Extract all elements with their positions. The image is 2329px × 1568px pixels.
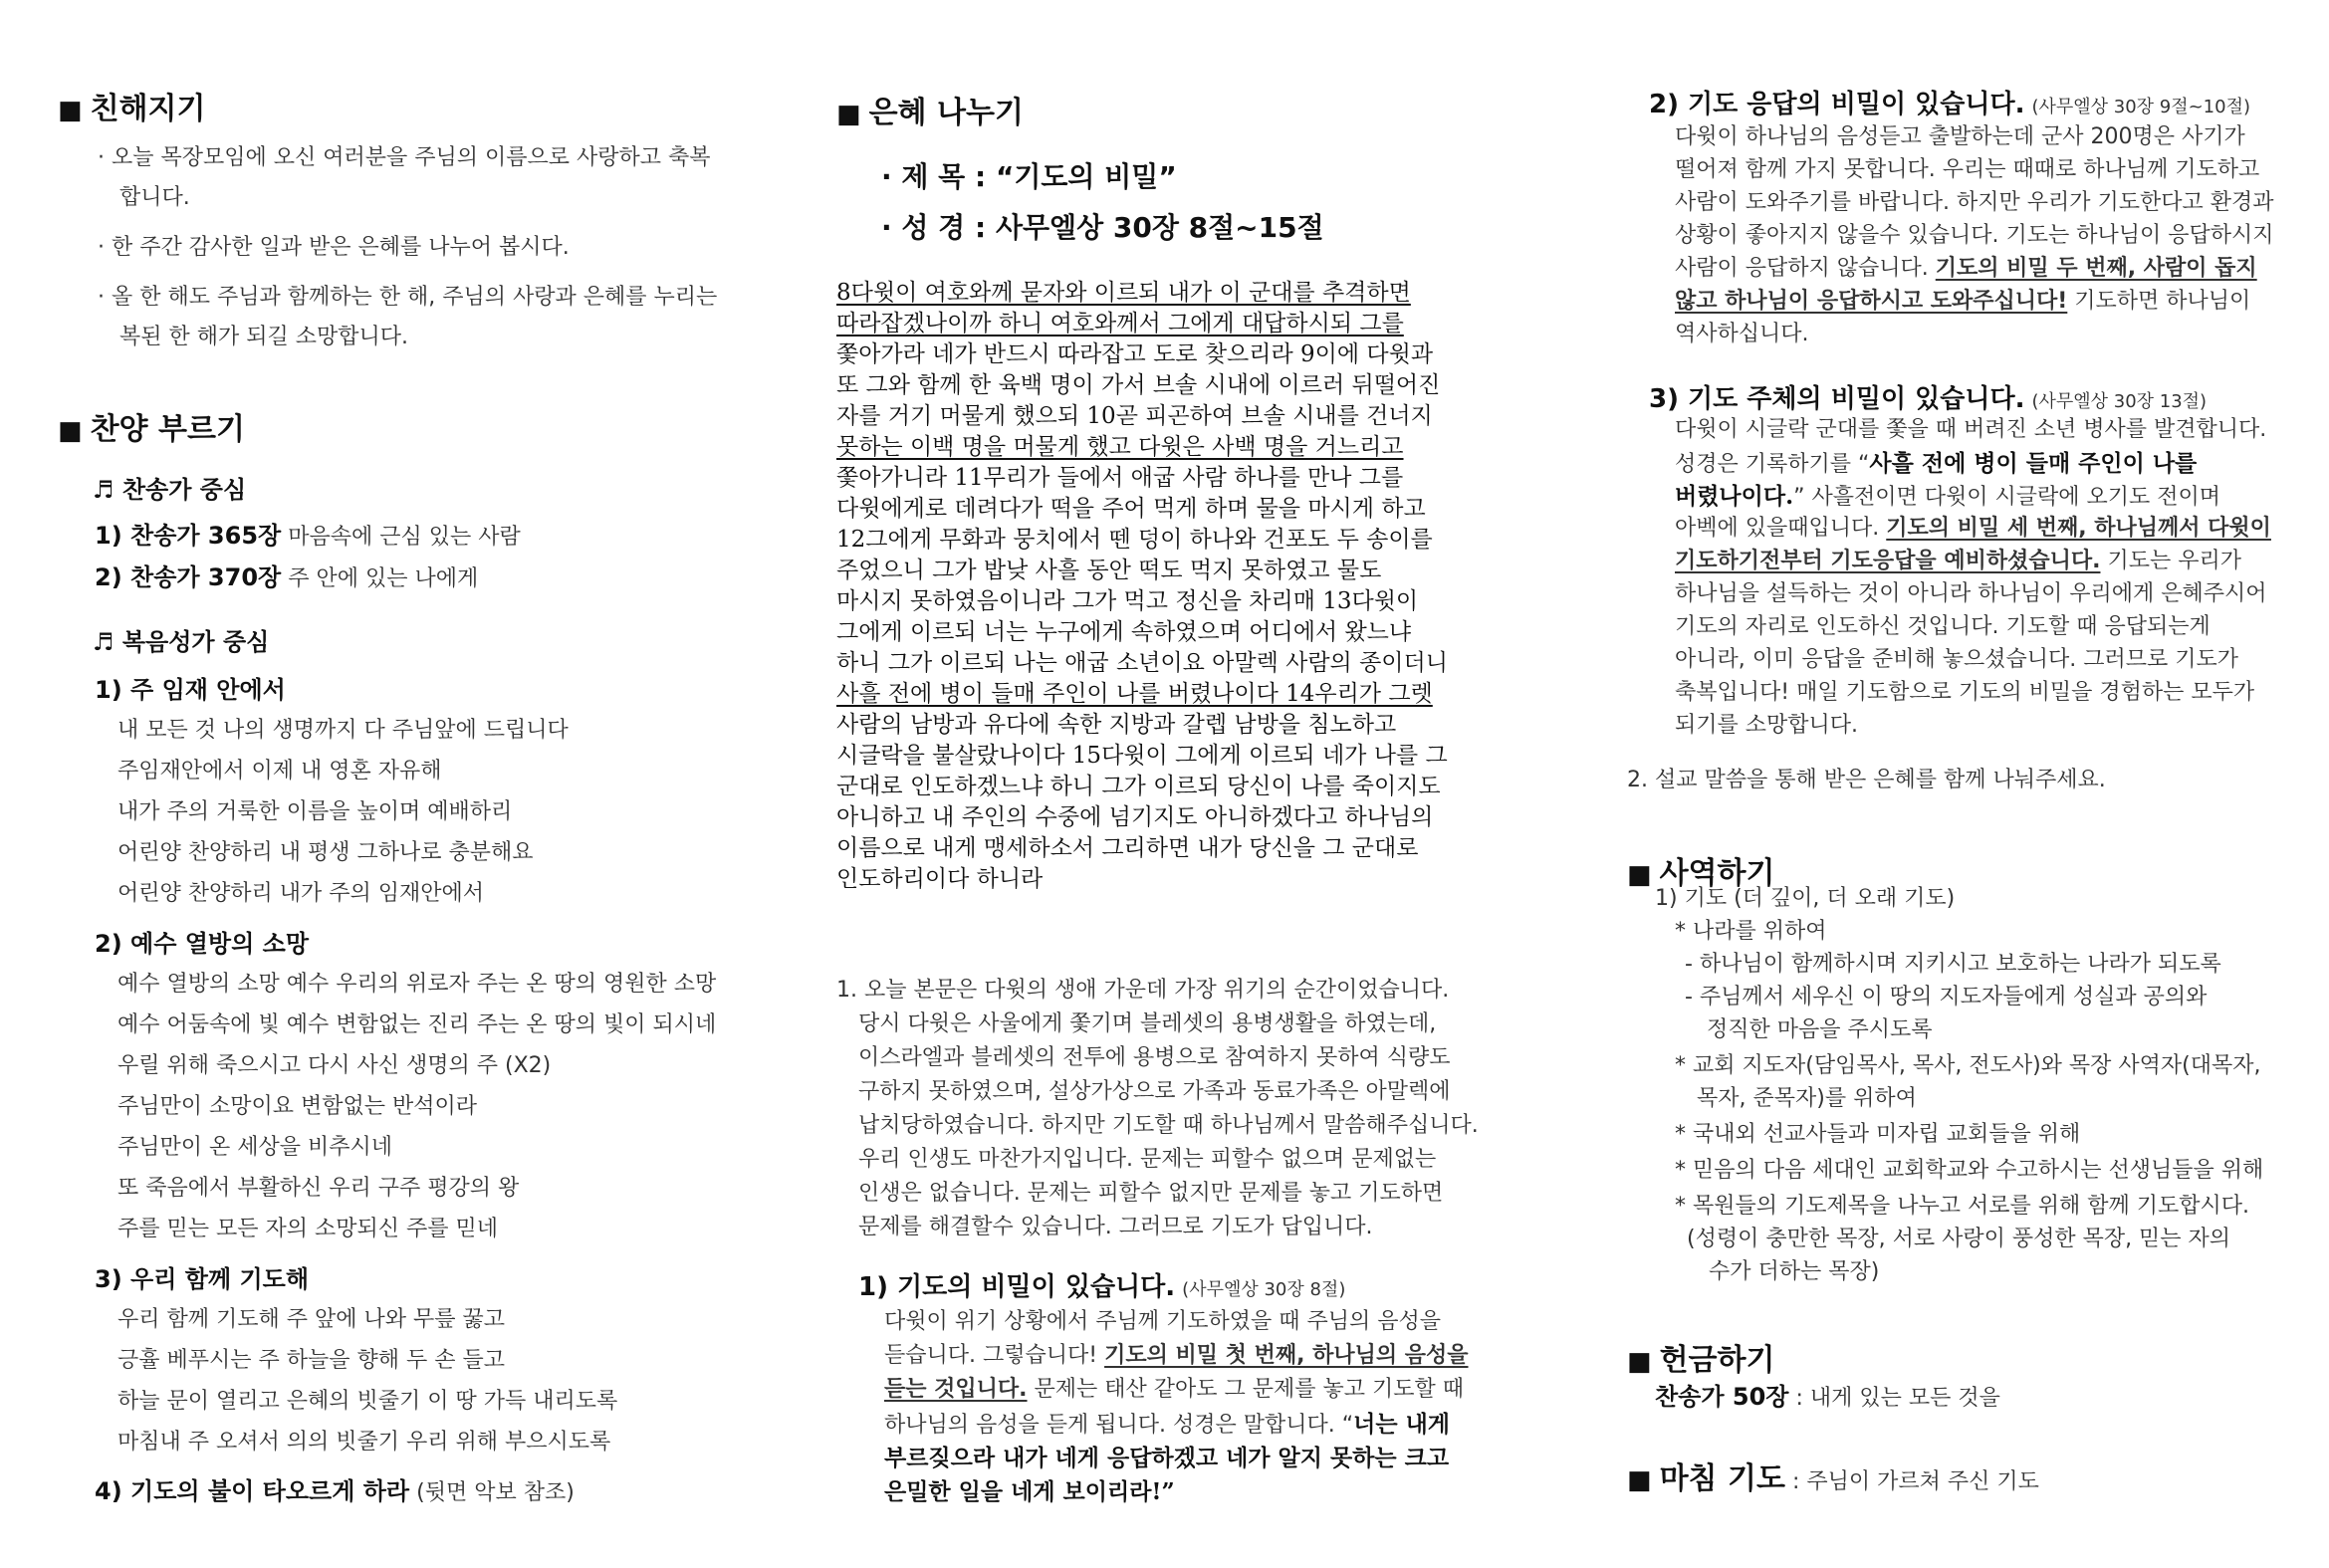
scripture-line: 그에게 이르되 너는 누구에게 속하였으며 어디에서 왔느냐 — [836, 619, 1412, 645]
scripture-line: 따라잡겠나이까 하니 여호와께서 그에게 대답하시되 그를 — [836, 311, 1404, 336]
prayer-item: (성령이 충만한 목장, 서로 사랑이 풍성한 목장, 믿는 자의 — [1687, 1227, 2231, 1251]
square-bullet-icon: ■ — [58, 96, 83, 125]
point-3-line: 버렸나이다.” 사흘전이면 다윗이 시글락에 오기도 전이며 — [1675, 483, 2221, 510]
hymn-group-heading: ♬ 찬송가 중심 — [93, 476, 247, 504]
square-bullet-icon: ■ — [836, 100, 861, 129]
scripture-line: 주었으니 그가 밥낮 사흘 동안 떡도 먹지 못하였고 물도 — [836, 558, 1382, 583]
intro-line: 인생은 없습니다. 문제는 피할수 없지만 문제를 놓고 기도하면 — [858, 1181, 1444, 1206]
song-4-title: 4) 기도의 불이 타오르게 하라 (뒷면 악보 참조) — [95, 1477, 575, 1505]
point-1-quote: 은밀한 일을 네게 보이리라!” — [884, 1478, 1175, 1505]
point-3-line: 되기를 소망합니다. — [1675, 713, 1859, 738]
prayer-item: * 교회 지도자(담임목사, 목사, 전도사)와 목장 사역자(대목자, — [1675, 1053, 2261, 1078]
scripture-line: 못하는 이백 명을 머물게 했고 다윗은 사백 명을 거느리고 — [836, 434, 1404, 460]
song-1-line: 주임재안에서 이제 내 영혼 자유해 — [117, 759, 442, 784]
point-1-quote: 부르짖으라 내가 네게 응답하겠고 네가 알지 못하는 크고 — [884, 1445, 1450, 1471]
fellowship-line-1b: 합니다. — [119, 185, 190, 210]
song-1-line: 내가 주의 거룩한 이름을 높이며 예배하리 — [117, 799, 513, 824]
sharing-question: 2. 설교 말씀을 통해 받은 은혜를 함께 나눠주세요. — [1627, 768, 2106, 792]
song-1-line: 어린양 찬양하리 내 평생 그하나로 충분해요 — [117, 840, 534, 865]
gospel-group-heading: ♬ 복음성가 중심 — [93, 628, 270, 656]
scripture-line: 아니하고 내 주인의 수중에 넘기지도 아니하겠다고 하나님의 — [836, 804, 1434, 830]
point-2-line: 떨어져 함께 가지 못합니다. 우리는 때때로 하나님께 기도하고 — [1675, 157, 2260, 182]
point-3-line: 성경은 기록하기를 “사흘 전에 병이 들매 주인이 나를 — [1675, 450, 2198, 477]
intro-line: 이스라엘과 블레셋의 전투에 용병으로 참여하지 못하여 식량도 — [858, 1045, 1451, 1070]
song-2-line: 우릴 위해 죽으시고 다시 사신 생명의 주 (X2) — [117, 1053, 552, 1078]
point-3-line: 축복입니다! 매일 기도함으로 기도의 비밀을 경험하는 모두가 — [1675, 680, 2255, 705]
fellowship-line-1: · 오늘 목장모임에 오신 여러분을 주님의 이름으로 사랑하고 축복 — [98, 145, 711, 170]
intro-line: 1. 오늘 본문은 다윗의 생애 가운데 가장 위기의 순간이었습니다. — [836, 978, 1450, 1003]
prayer-item: * 믿음의 다음 세대인 교회학교와 수고하시는 선생님들을 위해 — [1675, 1158, 2264, 1183]
sermon-topic: · 제 목 : “기도의 비밀” — [881, 160, 1177, 193]
section-title-offering: ■ 헌금하기 — [1627, 1343, 1775, 1378]
hymn-2: 2) 찬송가 370장 주 안에 있는 나에게 — [95, 563, 479, 591]
intro-line: 문제를 해결할수 있습니다. 그러므로 기도가 답입니다. — [858, 1215, 1373, 1239]
scripture-line: 이름으로 내게 맹세하소서 그리하면 내가 당신을 그 군대로 — [836, 835, 1419, 861]
prayer-item: 목자, 준목자)를 위하여 — [1697, 1086, 1917, 1111]
square-bullet-icon: ■ — [58, 416, 83, 446]
section-title-grace-sharing: ■ 은혜 나누기 — [836, 96, 1024, 130]
song-2-line: 또 죽음에서 부활하신 우리 구주 평강의 왕 — [117, 1176, 520, 1201]
song-3-line: 마침내 주 오셔서 의의 빗줄기 우리 위해 부으시도록 — [117, 1430, 611, 1455]
point-3-line: 기도의 자리로 인도하신 것입니다. 기도할 때 응답되는게 — [1675, 614, 2211, 639]
song-2-line: 주님만이 소망이요 변함없는 반석이라 — [117, 1094, 478, 1119]
section-title-closing-prayer: ■ 마침 기도 : 주님이 가르쳐 주신 기도 — [1627, 1461, 2039, 1496]
square-bullet-icon: ■ — [1627, 860, 1652, 890]
square-bullet-icon: ■ — [1627, 1347, 1652, 1377]
song-3-line: 하늘 문이 열리고 은혜의 빗줄기 이 땅 가득 내리도록 — [117, 1389, 618, 1414]
song-1-line: 어린양 찬양하리 내가 주의 임재안에서 — [117, 881, 485, 906]
scripture-line: 8다윗이 여호와께 묻자와 이르되 내가 이 군대를 추격하면 — [836, 280, 1411, 306]
square-bullet-icon: ■ — [1627, 1465, 1652, 1495]
song-3-title: 3) 우리 함께 기도해 — [95, 1265, 310, 1293]
intro-line: 납치당하였습니다. 하지만 기도할 때 하나님께서 말씀해주십니다. — [858, 1113, 1479, 1138]
point-2-line: 상황이 좋아지지 않을수 있습니다. 기도는 하나님이 응답하시지 — [1675, 223, 2274, 248]
intro-line: 우리 인생도 마찬가지입니다. 문제는 피할수 없으며 문제없는 — [858, 1147, 1437, 1172]
prayer-item: 수가 더하는 목장) — [1709, 1259, 1880, 1284]
song-2-line: 주를 믿는 모든 자의 소망되신 주를 믿네 — [117, 1217, 498, 1241]
point-2-line: 역사하십니다. — [1675, 322, 1809, 346]
scripture-line: 다윗에게로 데려다가 떡을 주어 먹게 하며 물을 마시게 하고 — [836, 496, 1426, 522]
scripture-line: 쫓아가니라 11무리가 들에서 애굽 사람 하나를 만나 그를 — [836, 465, 1404, 491]
intro-line: 구하지 못하였으며, 설상가상으로 가족과 동료가족은 아말렉에 — [858, 1079, 1451, 1104]
scripture-line: 군대로 인도하겠느냐 하니 그가 이르되 당신이 나를 죽이지도 — [836, 774, 1441, 799]
ministry-subheading: 1) 기도 (더 깊이, 더 오래 기도) — [1655, 886, 1956, 911]
prayer-item: * 목원들의 기도제목을 나누고 서로를 위해 함께 기도합시다. — [1675, 1194, 2249, 1219]
offering-hymn: 찬송가 50장 : 내게 있는 모든 것을 — [1655, 1383, 2000, 1411]
point-3-line: 아벡에 있을때입니다. 기도의 비밀 세 번째, 하나님께서 다윗이 — [1675, 516, 2271, 541]
prayer-item: - 주님께서 세우신 이 땅의 지도자들에게 성실과 공의와 — [1685, 985, 2208, 1009]
scripture-line: 인도하리이다 하니라 — [836, 866, 1044, 892]
prayer-item: - 하나님이 함께하시며 지키시고 보호하는 나라가 되도록 — [1685, 952, 2221, 977]
point-3-line: 다윗이 시글락 군대를 쫓을 때 버려진 소년 병사를 발견합니다. — [1675, 417, 2267, 442]
prayer-item: * 국내외 선교사들과 미자립 교회들을 위해 — [1675, 1122, 2081, 1147]
point-1-line: 하나님의 음성을 듣게 됩니다. 성경은 말합니다. “너는 내게 — [884, 1411, 1451, 1438]
scripture-line: 자를 거기 머물게 했으되 10곧 피곤하여 브솔 시내를 건너지 — [836, 403, 1433, 429]
point-3-line: 하나님을 설득하는 것이 아니라 하나님이 우리에게 은혜주시어 — [1675, 581, 2267, 606]
section-title-ministry: ■ 사역하기 — [1627, 856, 1775, 891]
point-1-line: 듣습니다. 그렇습니다! 기도의 비밀 첫 번째, 하나님의 음성을 — [884, 1343, 1469, 1368]
point-2-line: 다윗이 하나님의 음성듣고 출발하는데 군사 200명은 사기가 — [1675, 124, 2245, 149]
scripture-line: 또 그와 함께 한 육백 명이 가서 브솔 시내에 이르러 뒤떨어진 — [836, 372, 1441, 398]
point-2-line: 않고 하나님이 응답하시고 도와주십니다! 기도하면 하나님이 — [1675, 289, 2251, 314]
point-1-title: 1) 기도의 비밀이 있습니다. (사무엘상 30장 8절) — [858, 1272, 1346, 1302]
song-2-line: 주님만이 온 세상을 비추시네 — [117, 1135, 393, 1160]
fellowship-line-3: · 올 한 해도 주님과 함께하는 한 해, 주님의 사랑과 은혜를 누리는 — [98, 285, 718, 310]
point-2-line: 사람이 응답하지 않습니다. 기도의 비밀 두 번째, 사람이 돕지 — [1675, 256, 2257, 281]
song-1-title: 1) 주 임재 안에서 — [95, 676, 286, 704]
song-3-line: 우리 함께 기도해 주 앞에 나와 무릎 꿇고 — [117, 1307, 505, 1332]
song-2-line: 예수 열방의 소망 예수 우리의 위로자 주는 온 땅의 영원한 소망 — [117, 972, 717, 997]
point-2-line: 사람이 도와주기를 바랍니다. 하지만 우리가 기도한다고 환경과 — [1675, 190, 2274, 215]
scripture-line: 하니 그가 이르되 나는 애굽 소년이요 아말렉 사람의 종이더니 — [836, 650, 1448, 676]
song-1-line: 내 모든 것 나의 생명까지 다 주님앞에 드립니다 — [117, 718, 569, 743]
point-1-line: 듣는 것입니다. 문제는 태산 같아도 그 문제를 놓고 기도할 때 — [884, 1377, 1465, 1402]
prayer-item: * 나라를 위하여 — [1675, 919, 1827, 944]
scripture-reference: · 성 경 : 사무엘상 30장 8절~15절 — [881, 211, 1324, 244]
scripture-line: 마시지 못하였음이니라 그가 먹고 정신을 차리매 13다윗이 — [836, 588, 1419, 614]
section-title-praise: ■ 찬양 부르기 — [58, 412, 245, 447]
fellowship-line-3b: 복된 한 해가 되길 소망합니다. — [119, 325, 408, 349]
intro-line: 당시 다윗은 사울에게 쫓기며 블레셋의 용병생활을 하였는데, — [858, 1011, 1437, 1036]
scripture-line: 시글락을 불살랐나이다 15다윗이 그에게 이르되 네가 나를 그 — [836, 743, 1448, 769]
scripture-line: 사흘 전에 병이 들매 주인이 나를 버렸나이다 14우리가 그렛 — [836, 681, 1433, 707]
scripture-line: 12그에게 무화과 뭉치에서 뗀 덩이 하나와 건포도 두 송이를 — [836, 527, 1433, 553]
scripture-line: 사람의 남방과 유다에 속한 지방과 갈렙 남방을 침노하고 — [836, 712, 1397, 738]
point-3-title: 3) 기도 주체의 비밀이 있습니다. (사무엘상 30장 13절) — [1649, 384, 2208, 414]
prayer-item: 정직한 마음을 주시도록 — [1707, 1017, 1933, 1042]
song-3-line: 긍휼 베푸시는 주 하늘을 향해 두 손 들고 — [117, 1348, 505, 1373]
point-2-title: 2) 기도 응답의 비밀이 있습니다. (사무엘상 30장 9절~10절) — [1649, 90, 2250, 119]
song-2-title: 2) 예수 열방의 소망 — [95, 930, 310, 958]
scripture-line: 쫓아가라 네가 반드시 따라잡고 도로 찾으리라 9이에 다윗과 — [836, 341, 1434, 367]
hymn-1: 1) 찬송가 365장 마음속에 근심 있는 사람 — [95, 522, 521, 550]
fellowship-line-2: · 한 주간 감사한 일과 받은 은혜를 나누어 봅시다. — [98, 235, 570, 260]
point-3-line: 아니라, 이미 응답을 준비해 놓으셨습니다. 그러므로 기도가 — [1675, 647, 2238, 672]
song-2-line: 예수 어둠속에 빛 예수 변함없는 진리 주는 온 땅의 빛이 되시네 — [117, 1012, 717, 1037]
point-1-line: 다윗이 위기 상황에서 주님께 기도하였을 때 주님의 음성을 — [884, 1309, 1442, 1334]
section-title-fellowship: ■ 친해지기 — [58, 92, 206, 126]
point-3-line: 기도하기전부터 기도응답을 예비하셨습니다. 기도는 우리가 — [1675, 549, 2241, 573]
